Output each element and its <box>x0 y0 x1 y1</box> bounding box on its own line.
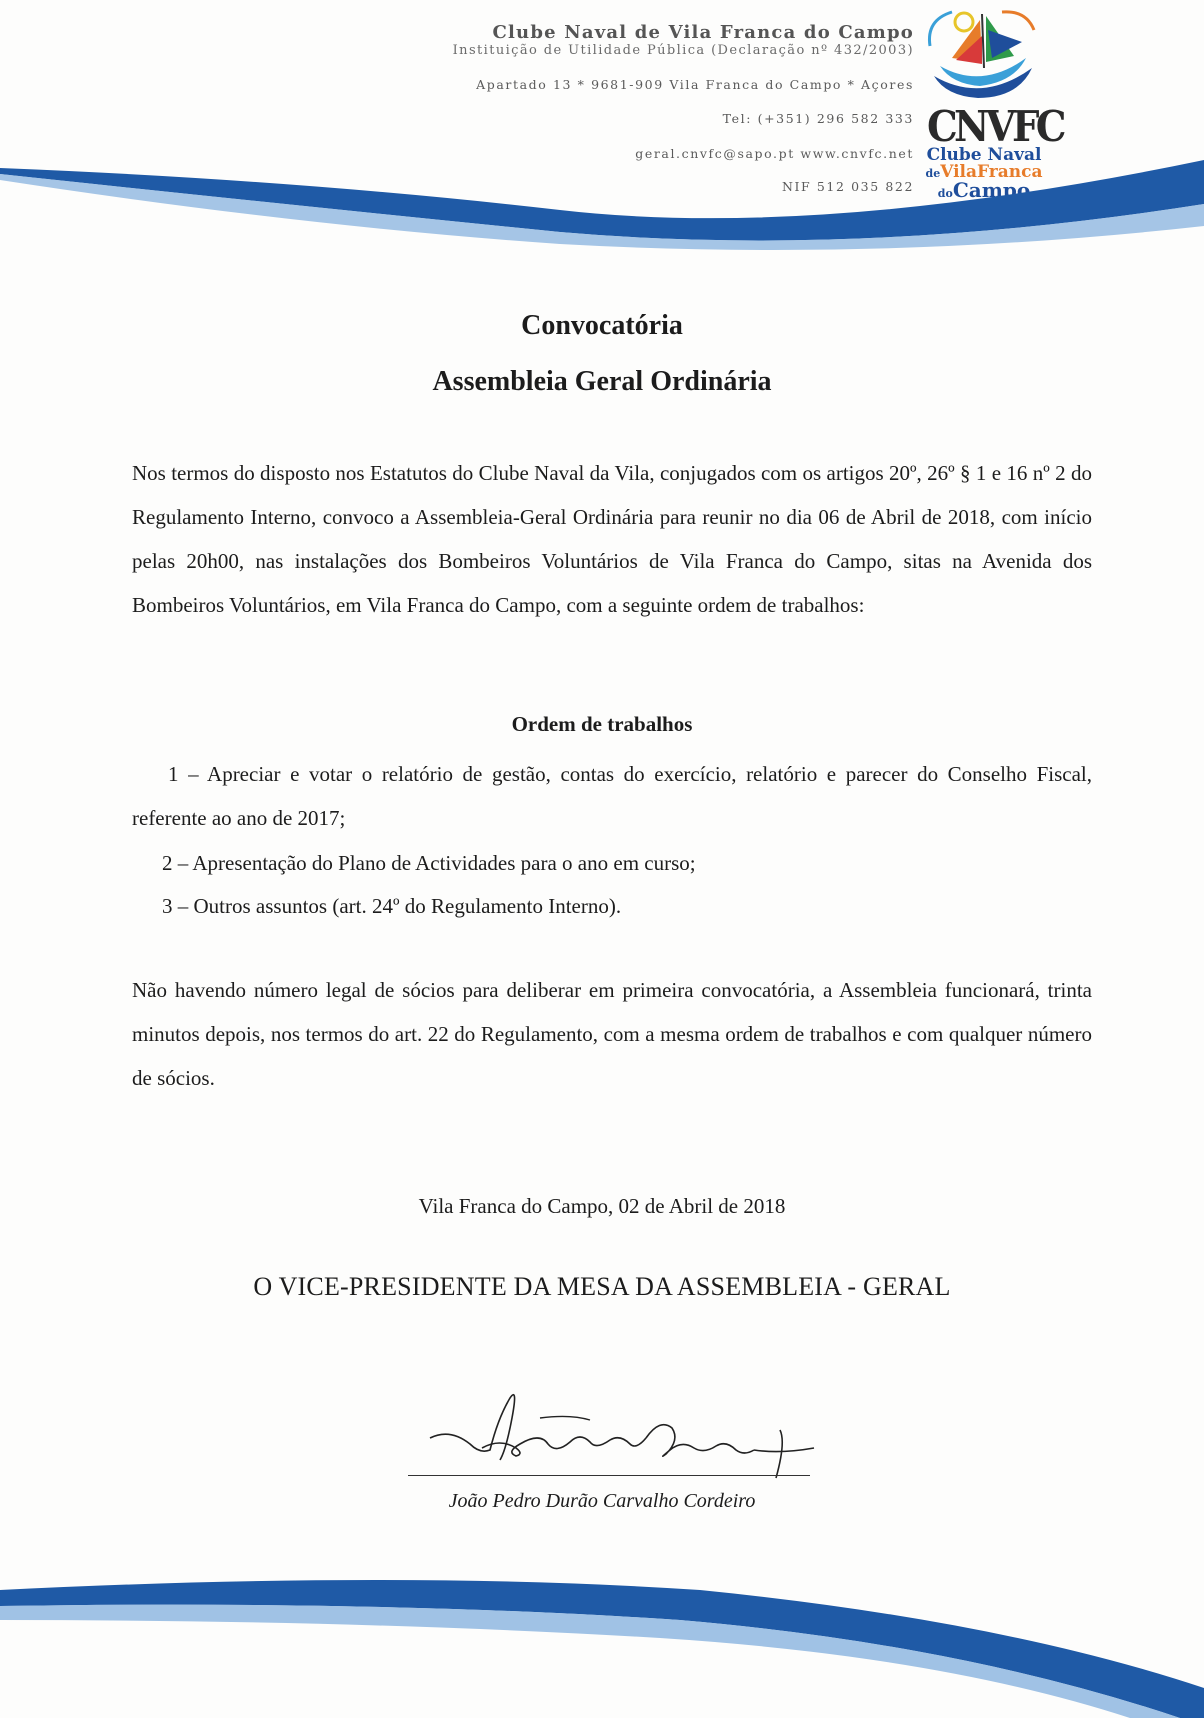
logo-acronym: CNVFC <box>926 102 1063 151</box>
intro-paragraph: Nos termos do disposto nos Estatutos do Clube Naval da Vila, conjugados com os artigos 20º, 26º § 1 e 16 nº 2 do Regulamento Interno, convoco a Assembleia-Geral Ordinária para reunir no dia 06 de Abril de 2018, com início pelas 20h00, nas instalações dos Bombeiros Voluntários de Vila Franca do Campo, sitas na Avenida dos Bombeiros Voluntários, em Vila Franca do Campo, com a seguinte ordem de trabalhos: <box>132 461 1092 617</box>
telephone-line: Tel: (+351) 296 582 333 <box>722 111 914 126</box>
logo-line-3: doCampo <box>937 178 1031 202</box>
logo-line-2: deVilaFranca <box>925 162 1043 182</box>
address-line: Apartado 13 * 9681-909 Vila Franca do Campo * Açores <box>476 77 914 92</box>
document-subtitle: Assembleia Geral Ordinária <box>432 366 772 397</box>
signer-role: O VICE-PRESIDENTE DA MESA DA ASSEMBLEIA - GERAL <box>253 1272 951 1301</box>
agenda-item: 2 – Apresentação do Plano de Actividades para o ano em curso; <box>162 851 696 875</box>
logo-line-1: Clube Naval <box>926 145 1042 165</box>
header-wave-decoration <box>0 140 1204 260</box>
handwritten-signature <box>420 1358 850 1488</box>
document-title: Convocatória <box>521 310 683 341</box>
place-date: Vila Franca do Campo, 02 de Abril de 2018 <box>418 1194 786 1218</box>
agenda-heading: Ordem de trabalhos <box>511 712 693 736</box>
signer-name: João Pedro Durão Carvalho Cordeiro <box>448 1490 756 1512</box>
agenda-item: 3 – Outros assuntos (art. 24º do Regulamento Interno). <box>162 894 622 918</box>
contacts-line: geral.cnvfc@sapo.pt www.cnvfc.net <box>635 146 914 161</box>
club-name: Clube Naval de Vila Franca do Campo <box>492 22 914 43</box>
sailboat-emblem-icon <box>922 6 1046 106</box>
nif-line: NIF 512 035 822 <box>781 179 914 194</box>
agenda-item: 1 – Apreciar e votar o relatório de gestão, contas do exercício, relatório e parecer do Conselho Fiscal, referente ao ano de 2017; <box>132 762 1092 830</box>
signature-line <box>408 1475 810 1476</box>
institution-line: Instituição de Utilidade Pública (Declaração nº 432/2003) <box>452 43 914 58</box>
footer-wave-decoration <box>0 1560 1204 1718</box>
closing-paragraph: Não havendo número legal de sócios para deliberar em primeira convocatória, a Assembleia funcionará, trinta minutos depois, nos termos do art. 22 do Regulamento, com a mesma ordem de trabalhos e com qualquer número de sócios. <box>132 978 1092 1090</box>
